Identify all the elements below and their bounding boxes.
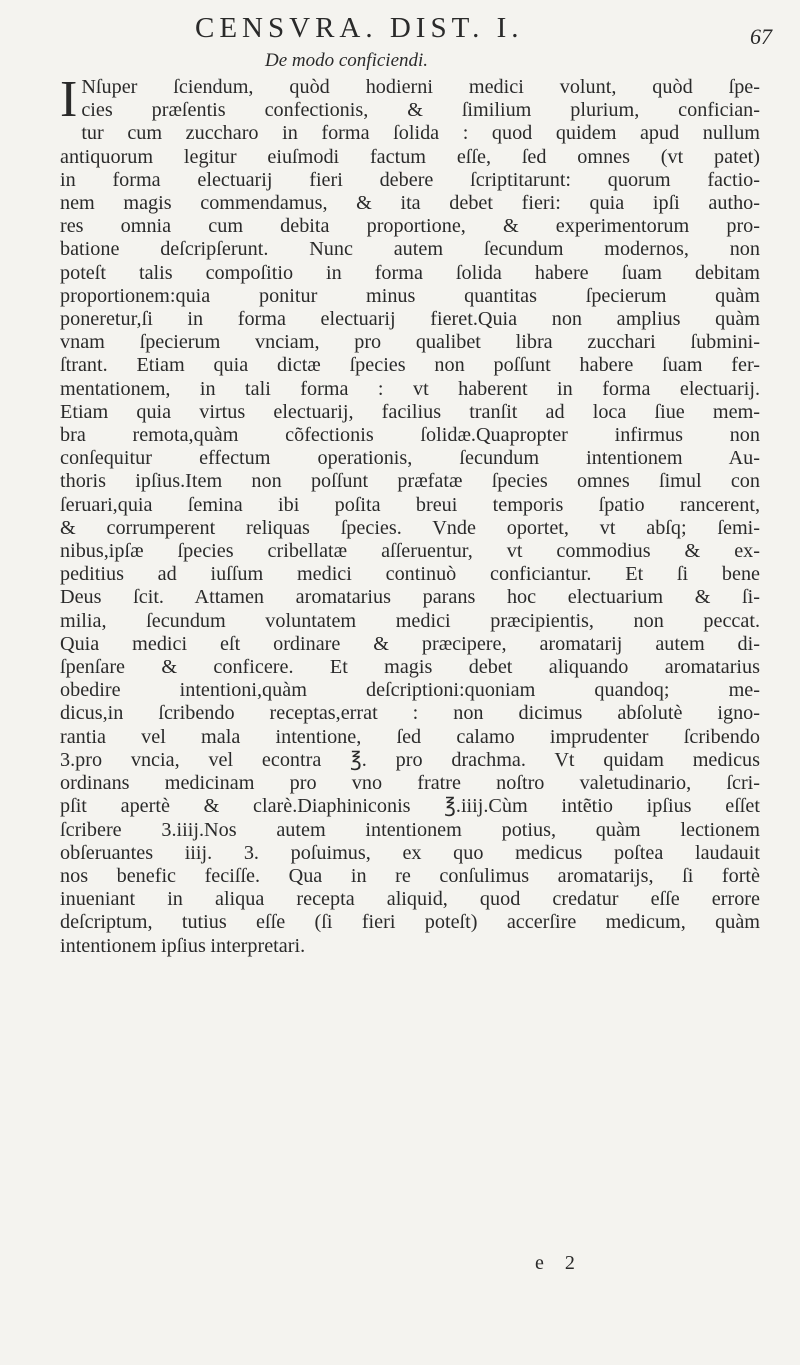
text-line: pſit apertè & clarè.Diaphiniconis ℥.iiij.Cùm intẽtio ipſius eſſet <box>60 795 760 818</box>
text-line: vnam ſpecierum vnciam, pro qualibet libra zucchari ſubmini- <box>60 331 760 354</box>
text-line: inueniant in aliqua recepta aliquid, quod credatur eſſe errore <box>60 888 760 911</box>
text-line: peditius ad iuſſum medici continuò conficiantur. Et ſi bene <box>60 563 760 586</box>
text-line: thoris ipſius.Item non poſſunt præfatæ ſpecies omnes ſimul con <box>60 470 760 493</box>
section-subtitle: De modo conficiendi. <box>265 50 429 71</box>
text-line: ſpenſare & conficere. Et magis debet aliquando aromatarius <box>60 656 760 679</box>
text-line: obedire intentioni,quàm deſcriptioni:quoniam quandoq; me- <box>60 679 760 702</box>
text-line: bra remota,quàm cõfectionis ſolidæ.Quapropter infirmus non <box>60 424 760 447</box>
text-line: nem magis commendamus, & ita debet fieri: quia ipſi autho- <box>60 192 760 215</box>
text-line: conſequitur effectum operationis, ſecundum intentionem Au- <box>60 447 760 470</box>
text-line: Etiam quia virtus electuarij, facilius tranſit ad loca ſiue mem- <box>60 400 760 423</box>
text-line: milia, ſecundum voluntatem medici præcipientis, non peccat. <box>60 609 760 632</box>
drop-capital: I <box>60 71 78 128</box>
signature-mark: e 2 <box>535 1252 583 1274</box>
text-line: Nſuper ſciendum, quòd hodierni medici volunt, quòd ſpe- <box>81 76 760 98</box>
text-line: ſcribere 3.iiij.Nos autem intentionem potius, quàm lectionem <box>60 818 760 841</box>
text-line: dicus,in ſcribendo receptas,errat : non dicimus abſolutè igno- <box>60 702 760 725</box>
running-head: CENSVRA. DIST. I. <box>195 12 524 44</box>
text-line: res omnia cum debita proportione, & experimentorum pro- <box>60 215 760 238</box>
text-line: poneretur,ſi in forma electuarij fieret.Quia non amplius quàm <box>60 308 760 331</box>
text-line: proportionem:quia ponitur minus quantitas ſpecierum quàm <box>60 284 760 307</box>
text-line: deſcriptum, tutius eſſe (ſi fieri poteſt) accerſire medicum, quàm <box>60 911 760 934</box>
text-line: Deus ſcit. Attamen aromatarius parans hoc electuarium & ſi- <box>60 586 760 609</box>
text-line: rantia vel mala intentione, ſed calamo imprudenter ſcribendo <box>60 725 760 748</box>
text-line: antiquorum legitur eiuſmodi factum eſſe, ſed omnes (vt patet) <box>60 145 760 168</box>
text-line: ſeruari,quia ſemina ibi poſita breui temporis ſpatio rancerent, <box>60 493 760 516</box>
text-line: ordinans medicinam pro vno fratre noſtro valetudinario, ſcri- <box>60 772 760 795</box>
text-line: in forma electuarij fieri debere ſcriptitarunt: quorum factio- <box>60 168 760 191</box>
text-line: & corrumperent reliquas ſpecies. Vnde oportet, vt abſq; ſemi- <box>60 516 760 539</box>
text-line: obſeruantes iiij. 3. poſuimus, ex quo medicus poſtea laudauit <box>60 841 760 864</box>
text-line: nos benefic feciſſe. Qua in re conſulimus aromatarijs, ſi fortè <box>60 864 760 887</box>
body-paragraph <box>60 71 760 958</box>
text-line: mentationem, in tali forma : vt haberent in forma electuarij. <box>60 377 760 400</box>
page-header <box>0 8 800 48</box>
text-line: poteſt talis compoſitio in forma ſolida habere ſuam debitam <box>60 261 760 284</box>
text-line: Quia medici eſt ordinare & præcipere, aromatarij autem di- <box>60 632 760 655</box>
text-line: cies præſentis confectionis, & ſimilium plurium, confician- <box>81 99 760 122</box>
text-line: 3.pro vncia, vel econtra ℥. pro drachma. Vt quidam medicus <box>60 748 760 771</box>
text-line: batione deſcripſerunt. Nunc autem ſecundum modernos, non <box>60 238 760 261</box>
text-line: intentionem ipſius interpretari. <box>60 934 306 957</box>
text-line: ſtrant. Etiam quia dictæ ſpecies non poſſunt habere ſuam fer- <box>60 354 760 377</box>
page-number: 67 <box>750 24 772 49</box>
text-line: nibus,ipſæ ſpecies cribellatæ aſſeruentur, vt commodius & ex- <box>60 540 760 563</box>
text-line: tur cum zuccharo in forma ſolida : quod quidem apud nullum <box>81 122 760 145</box>
